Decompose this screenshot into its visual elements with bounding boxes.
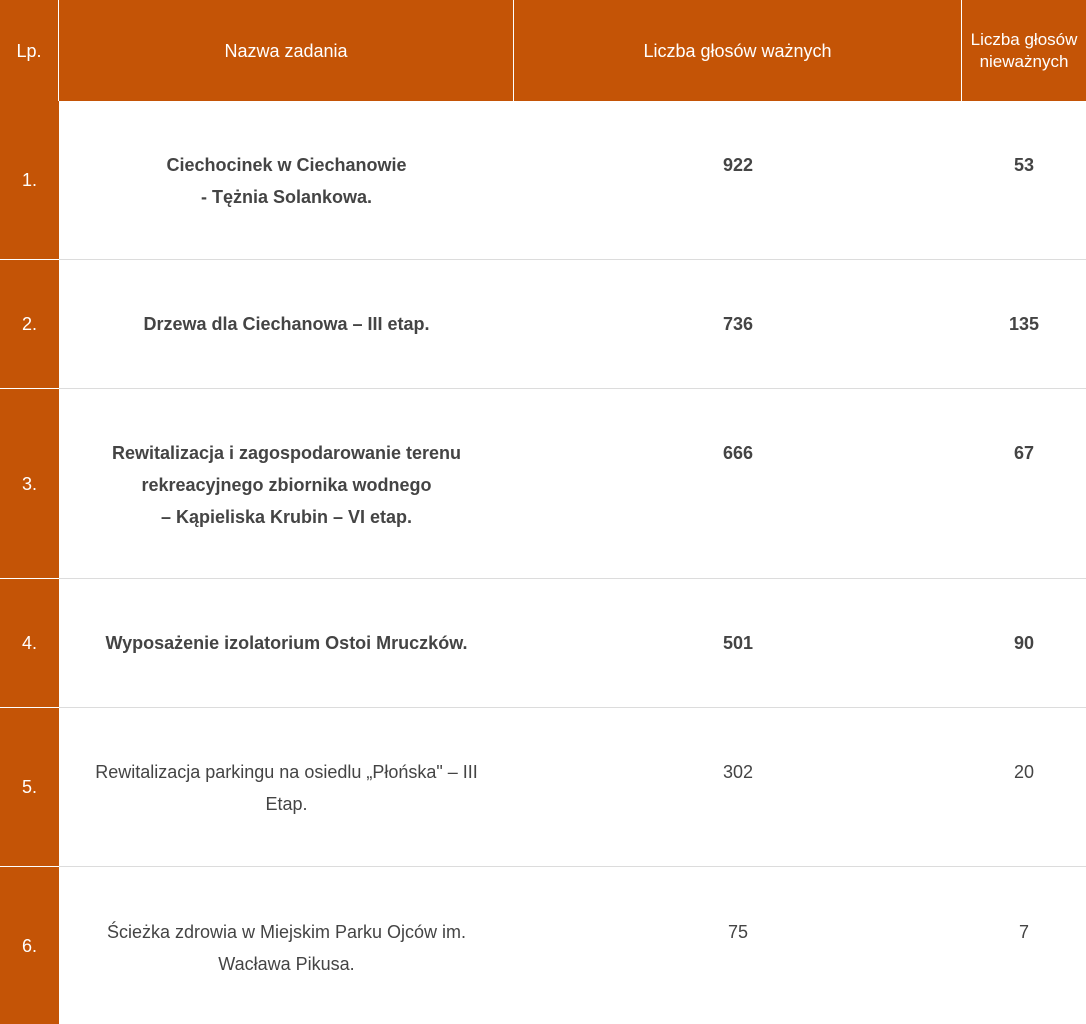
header-lp: Lp. [0,0,59,101]
row-number: 3. [0,389,59,579]
invalid-votes: 135 [962,260,1086,389]
invalid-votes: 7 [1018,922,1029,942]
invalid-votes: 67 [962,389,1086,579]
row-number: 1. [0,101,59,260]
valid-votes: 501 [514,579,962,708]
valid-votes: 302 [514,708,962,867]
header-invalid-votes: Liczba głosów nieważnych [962,0,1086,101]
valid-votes: 666 [514,389,962,579]
task-name: Ścieżka zdrowia w Miejskim Parku Ojców im. Wacława Pikusa. [106,922,467,974]
header-valid-votes: Liczba głosów ważnych [514,0,962,101]
valid-votes: 922 [514,101,962,260]
task-name: Ciechocinek w Ciechanowie - Tężnia Solankowa. [59,101,514,260]
invalid-votes: 90 [962,579,1086,708]
task-name: Drzewa dla Ciechanowa – III etap. [59,260,514,389]
row-number: 4. [0,579,59,708]
task-name: Wyposażenie izolatorium Ostoi Mruczków. [59,579,514,708]
header-task-name: Nazwa zadania [59,0,514,101]
valid-votes: 75 [727,922,749,942]
invalid-votes: 53 [962,101,1086,260]
row-number: 5. [0,708,59,867]
valid-votes: 736 [514,260,962,389]
invalid-votes: 20 [962,708,1086,867]
task-name: Rewitalizacja i zagospodarowanie terenu rekreacyjnego zbiornika wodnego – Kąpieliska Krubin – VI etap. [59,389,514,579]
row-number: 2. [0,260,59,389]
task-name: Rewitalizacja parkingu na osiedlu „Płońska" – III Etap. [59,708,514,867]
row-number: 6. [0,867,59,1024]
